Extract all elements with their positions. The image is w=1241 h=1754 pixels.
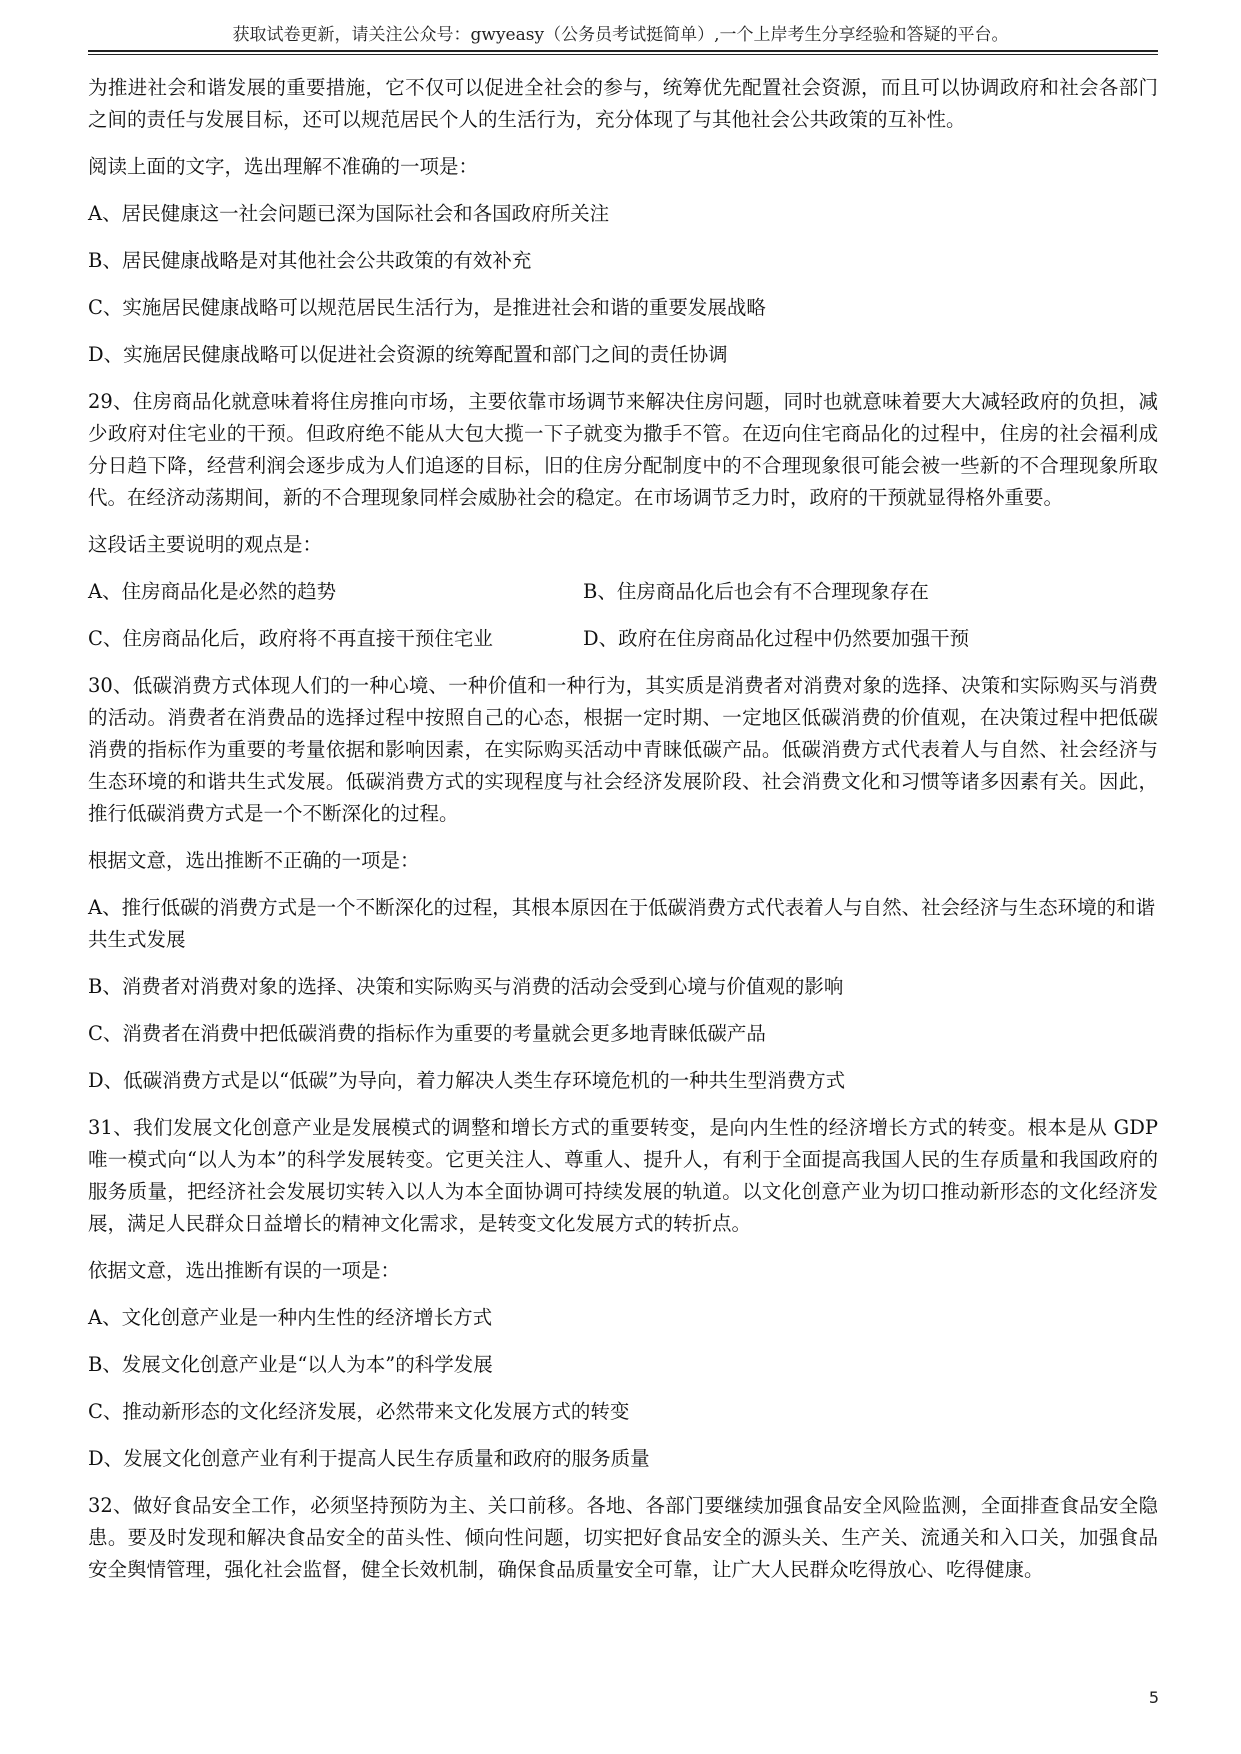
header-divider	[88, 50, 1158, 55]
q31-option-a: A、文化创意产业是一种内生性的经济增长方式	[88, 1306, 493, 1329]
q30-passage: 30、低碳消费方式体现人们的一种心境、一种价值和一种行为，其实质是消费者对消费对象的选择、决策和实际购买与消费的活动。消费者在消费品的选择过程中按照自己的心态，根据一定时期、一定地区低碳消费的价值观，在决策过程中把低碳消费的指标作为重要的考量依据和影响因素，在实际购买活动中青睐低碳产品。低碳消费方式代表着人与自然、社会经济与生态环境的和谐共生式发展。低碳消费方式的实现程度与社会经济发展阶段、社会消费文化和习惯等诸多因素有关。因此，推行低碳消费方式是一个不断深化的过程。	[88, 674, 1158, 825]
q31-option-b: B、发展文化创意产业是“以人为本”的科学发展	[88, 1353, 493, 1376]
q30-option-c: C、消费者在消费中把低碳消费的指标作为重要的考量就会更多地青睐低碳产品	[88, 1022, 766, 1045]
page-header: 获取试卷更新，请关注公众号：gwyeasy（公务员考试挺简单）,一个上岸考生分享经验和答疑的平台。	[232, 25, 1009, 45]
q28-option-a: A、居民健康这一社会问题已深为国际社会和各国政府所关注	[88, 202, 610, 225]
q28-passage: 为推进社会和谐发展的重要措施，它不仅可以促进全社会的参与，统筹优先配置社会资源，而且可以协调政府和社会各部门之间的责任与发展目标，还可以规范居民个人的生活行为，充分体现了与其他社会公共政策的互补性。	[88, 76, 1158, 131]
q31-option-c: C、推动新形态的文化经济发展，必然带来文化发展方式的转变	[88, 1400, 630, 1423]
q31-passage: 31、我们发展文化创意产业是发展模式的调整和增长方式的重要转变，是向内生性的经济增长方式的转变。根本是从 GDP 唯一模式向“以人为本”的科学发展转变。它更关注人、尊重人、提升人，有利于全面提高我国人民的生存质量和我国政府的服务质量，把经济社会发展切实转入以人为本全面协调可持续发展的轨道。以文化创意产业为切口推动新形态的文化经济发展，满足人民群众日益增长的精神文化需求，是转变文化发展方式的转折点。	[88, 1116, 1158, 1235]
q29-option-b: B、住房商品化后也会有不合理现象存在	[583, 580, 929, 603]
q29-options-row-1	[88, 576, 1158, 608]
page-number: 5	[1148, 1688, 1159, 1707]
q30-option-b: B、消费者对消费对象的选择、决策和实际购买与消费的活动会受到心境与价值观的影响	[88, 975, 844, 998]
q29-prompt: 这段话主要说明的观点是：	[88, 533, 323, 556]
q30-option-d: D、低碳消费方式是以“低碳”为导向，着力解决人类生存环境危机的一种共生型消费方式	[88, 1069, 846, 1092]
q30-option-a: A、推行低碳的消费方式是一个不断深化的过程，其根本原因在于低碳消费方式代表着人与自然、社会经济与生态环境的和谐共生式发展	[88, 896, 1156, 951]
document-body	[88, 72, 1158, 1601]
q29-passage: 29、住房商品化就意味着将住房推向市场，主要依靠市场调节来解决住房问题，同时也就意味着要大大减轻政府的负担，减少政府对住宅业的干预。但政府绝不能从大包大揽一下子就变为撒手不管。在迈向住宅商品化的过程中，住房的社会福利成分日趋下降，经营利润会逐步成为人们追逐的目标，旧的住房分配制度中的不合理现象很可能会被一些新的不合理现象所取代。在经济动荡期间，新的不合理现象同样会威胁社会的稳定。在市场调节乏力时，政府的干预就显得格外重要。	[88, 390, 1158, 509]
q31-prompt: 依据文意，选出推断有误的一项是：	[88, 1259, 401, 1282]
q29-option-a: A、住房商品化是必然的趋势	[88, 580, 337, 603]
q31-option-d: D、发展文化创意产业有利于提高人民生存质量和政府的服务质量	[88, 1447, 650, 1470]
q29-option-c: C、住房商品化后，政府将不再直接干预住宅业	[88, 627, 493, 650]
q29-option-d: D、政府在住房商品化过程中仍然要加强干预	[583, 627, 970, 650]
q28-option-b: B、居民健康战略是对其他社会公共政策的有效补充	[88, 249, 532, 272]
q29-options-row-2	[88, 623, 1158, 655]
q30-prompt: 根据文意，选出推断不正确的一项是：	[88, 849, 420, 872]
q32-passage: 32、做好食品安全工作，必须坚持预防为主、关口前移。各地、各部门要继续加强食品安全风险监测，全面排查食品安全隐患。要及时发现和解决食品安全的苗头性、倾向性问题，切实把好食品安全的源头关、生产关、流通关和入口关，加强食品安全舆情管理，强化社会监督，健全长效机制，确保食品质量安全可靠，让广大人民群众吃得放心、吃得健康。	[88, 1494, 1158, 1581]
q28-option-d: D、实施居民健康战略可以促进社会资源的统筹配置和部门之间的责任协调	[88, 343, 728, 366]
q28-prompt: 阅读上面的文字，选出理解不准确的一项是：	[88, 155, 479, 178]
q28-option-c: C、实施居民健康战略可以规范居民生活行为，是推进社会和谐的重要发展战略	[88, 296, 766, 319]
